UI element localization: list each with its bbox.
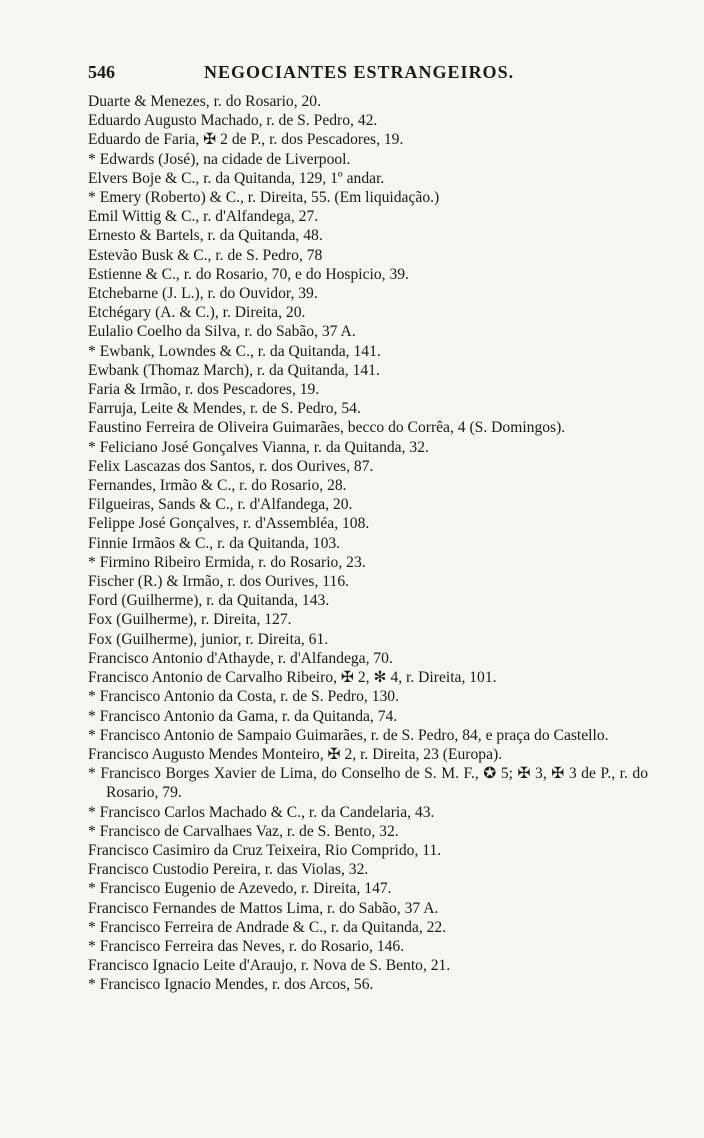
list-entry: * Francisco Antonio da Gama, r. da Quitanda, 74. xyxy=(88,707,398,725)
list-entry: Francisco Antonio de Carvalho Ribeiro, ✠ 2, ✻ 4, r. Direita, 101. xyxy=(88,669,497,687)
list-entry: Francisco Augusto Mendes Monteiro, ✠ 2, r. Direita, 23 (Europa). xyxy=(88,745,503,763)
list-entry: Francisco Custodio Pereira, r. das Violas, 32. xyxy=(88,861,369,879)
list-entry: Ernesto & Bartels, r. da Quitanda, 48. xyxy=(88,227,323,245)
list-entry: * Francisco Ignacio Mendes, r. dos Arcos, 56. xyxy=(88,976,374,994)
list-entry: Filgueiras, Sands & C., r. d'Alfandega, 20. xyxy=(88,496,353,514)
list-entry: Ford (Guilherme), r. da Quitanda, 143. xyxy=(88,592,330,610)
page-number: 546 xyxy=(88,62,115,82)
list-entry: Emil Wittig & C., r. d'Alfandega, 27. xyxy=(88,208,319,226)
list-entry: Finnie Irmãos & C., r. da Quitanda, 103. xyxy=(88,534,341,552)
list-entry: * Francisco de Carvalhaes Vaz, r. de S. Bento, 32. xyxy=(88,822,399,840)
list-entry: Francisco Antonio d'Athayde, r. d'Alfandega, 70. xyxy=(88,649,393,667)
list-entry: Fernandes, Irmão & C., r. do Rosario, 28. xyxy=(88,477,347,495)
merchant-list xyxy=(88,92,648,1112)
list-entry: * Emery (Roberto) & C., r. Direita, 55. (Em liquidação.) xyxy=(88,189,440,207)
list-entry: * Francisco Borges Xavier de Lima, do Conselho de S. M. F., ✪ 5; ✠ 3, ✠ 3 de P., r. do Rosario, 79. xyxy=(88,765,648,802)
list-entry: Francisco Ignacio Leite d'Araujo, r. Nova de S. Bento, 21. xyxy=(88,957,451,975)
list-entry: * Francisco Ferreira de Andrade & C., r. da Quitanda, 22. xyxy=(88,918,447,936)
list-entry: Eduardo Augusto Machado, r. de S. Pedro, 42. xyxy=(88,112,378,130)
list-entry: * Ewbank, Lowndes & C., r. da Quitanda, 141. xyxy=(88,342,381,360)
list-entry: Duarte & Menezes, r. do Rosario, 20. xyxy=(88,93,321,110)
list-entry: Eduardo de Faria, ✠ 2 de P., r. dos Pescadores, 19. xyxy=(88,131,404,149)
list-entry: Fox (Guilherme), r. Direita, 127. xyxy=(88,611,292,629)
list-entry: Fischer (R.) & Irmão, r. dos Ourives, 116. xyxy=(88,573,350,591)
list-entry: Ewbank (Thomaz March), r. da Quitanda, 141. xyxy=(88,361,380,379)
list-entry: * Francisco Antonio da Costa, r. de S. Pedro, 130. xyxy=(88,688,399,706)
list-entry: Felippe José Gonçalves, r. d'Assembléa, 108. xyxy=(88,515,370,533)
list-entry: Etchégary (A. & C.), r. Direita, 20. xyxy=(88,304,306,322)
list-entry: Faustino Ferreira de Oliveira Guimarães, becco do Corrêa, 4 (S. Domingos). xyxy=(88,419,566,437)
list-entry: * Feliciano José Gonçalves Vianna, r. da Quitanda, 32. xyxy=(88,438,429,456)
list-entry: Felix Lascazas dos Santos, r. dos Ourives, 87. xyxy=(88,457,374,475)
list-entry: Faria & Irmão, r. dos Pescadores, 19. xyxy=(88,381,320,399)
list-entry: Etchebarne (J. L.), r. do Ouvidor, 39. xyxy=(88,285,318,303)
list-entry: Francisco Casimiro da Cruz Teixeira, Rio Comprido, 11. xyxy=(88,841,442,859)
list-entry: Farruja, Leite & Mendes, r. de S. Pedro, 54. xyxy=(88,400,361,418)
list-entry: Francisco Fernandes de Mattos Lima, r. do Sabão, 37 A. xyxy=(88,899,439,917)
list-entry: * Edwards (José), na cidade de Liverpool. xyxy=(88,150,351,168)
list-entry: Estevão Busk & C., r. de S. Pedro, 78 xyxy=(88,246,323,264)
list-entry: Eulalio Coelho da Silva, r. do Sabão, 37 A. xyxy=(88,323,356,341)
running-title: NEGOCIANTES ESTRANGEIROS. xyxy=(204,62,515,82)
list-entry: Elvers Boje & C., r. da Quitanda, 129, 1º andar. xyxy=(88,169,385,187)
page-header xyxy=(88,62,648,90)
list-entry: Fox (Guilherme), junior, r. Direita, 61. xyxy=(88,630,329,648)
list-entry: * Firmino Ribeiro Ermida, r. do Rosario, 23. xyxy=(88,553,366,571)
list-entry: * Francisco Antonio de Sampaio Guimarães, r. de S. Pedro, 84, e praça do Castello. xyxy=(88,726,609,744)
list-entry: * Francisco Eugenio de Azevedo, r. Direita, 147. xyxy=(88,880,392,898)
list-entry: Estienne & C., r. do Rosario, 70, e do Hospicio, 39. xyxy=(88,265,409,283)
list-entry: * Francisco Ferreira das Neves, r. do Rosario, 146. xyxy=(88,937,405,955)
list-entry: * Francisco Carlos Machado & C., r. da Candelaria, 43. xyxy=(88,803,435,821)
